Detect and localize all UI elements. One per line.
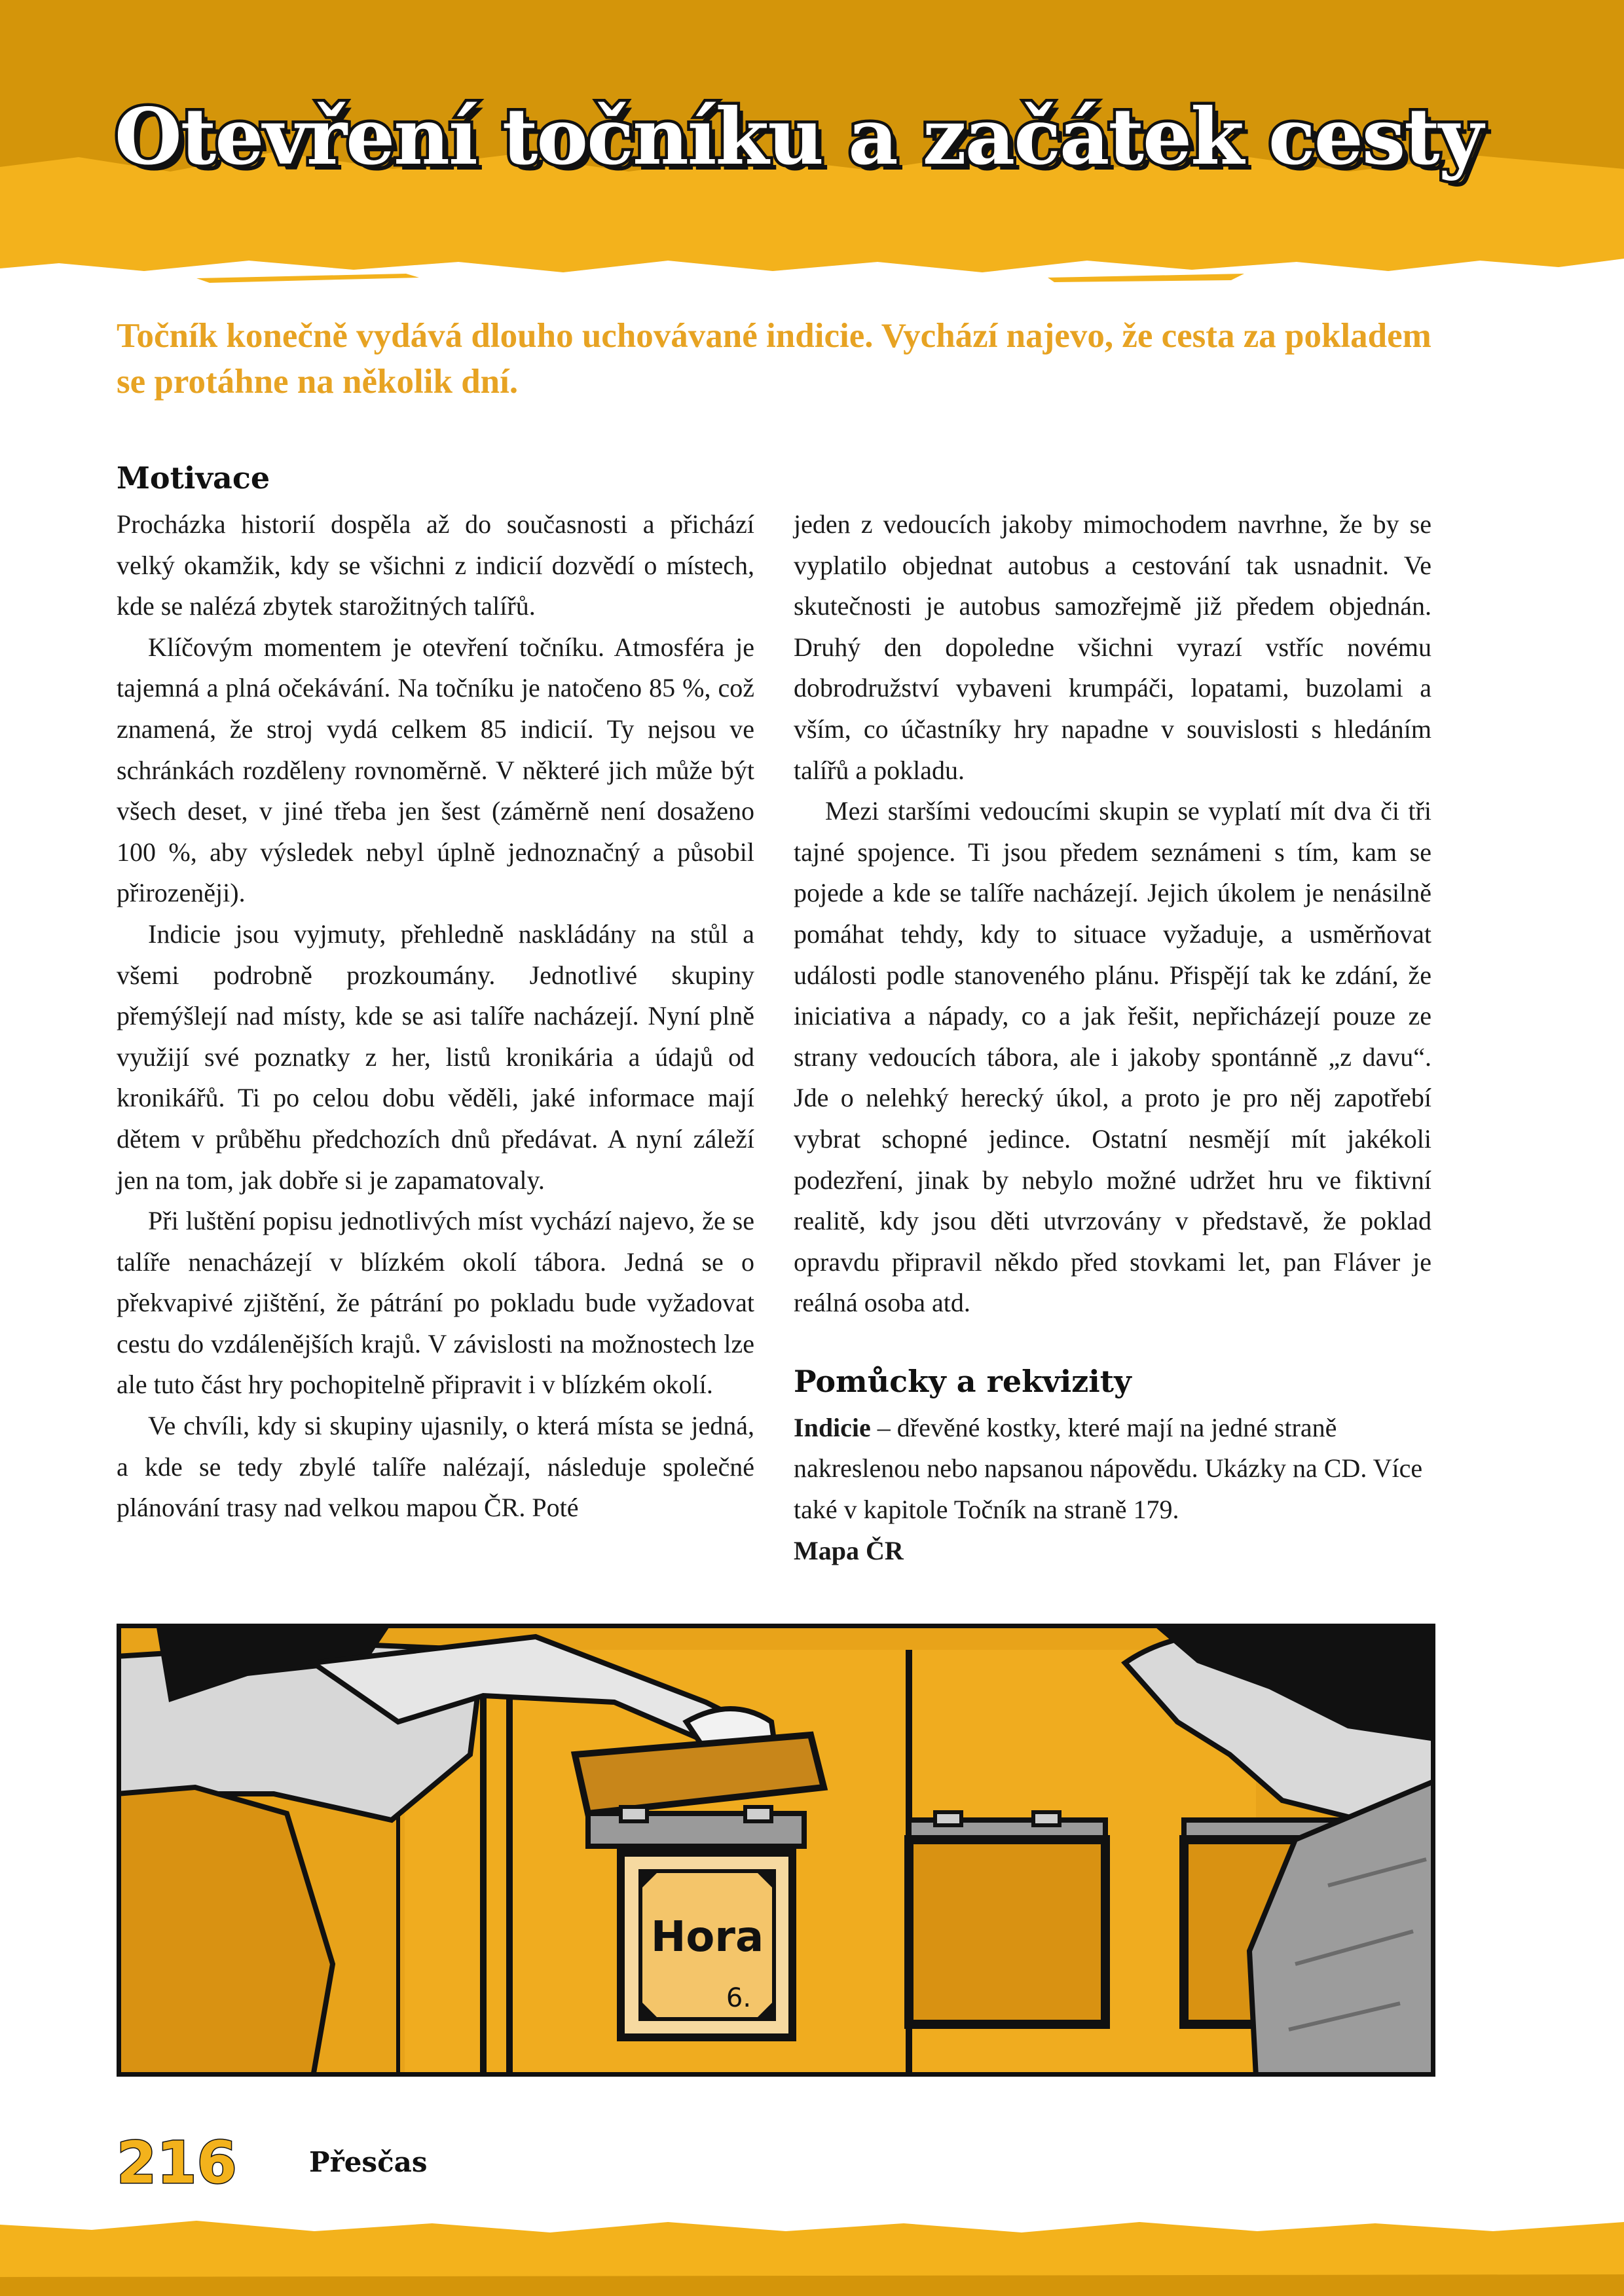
props-item-term: Mapa ČR — [794, 1535, 904, 1565]
props-item-text: – dřevěné kostky, které mají na jedné straně nakreslenou nebo napsanou nápovědu. Ukázky na CD. Více také v kapitole Točník na straně 179. — [794, 1412, 1423, 1525]
props-item — [794, 1408, 1431, 1531]
box-label-number: 6. — [726, 1983, 752, 2013]
comic-illustration — [117, 1624, 1435, 2077]
body-paragraph: Ve chvíli, kdy si skupiny ujasnily, o která místa se jedná, a kde se tedy zbylé talíře nalézají, následuje společné plánování trasy nad velkou mapou ČR. Poté — [117, 1411, 754, 1523]
box-label-word: Hora — [650, 1913, 764, 1961]
left-column — [117, 452, 754, 1529]
footer-banner — [0, 2212, 1624, 2296]
body-paragraph: Indicie jsou vyjmuty, přehledně naskládány na stůl a všemi podrobně prozkoumány. Jednotlivé skupiny přemýšlejí nad místy, kde se asi talíře nacházejí. Nyní plně využijí své poznatky z her, listů kronikária a údajů od kronikářů. Ti po celou dobu věděli, jaké informace mají dětem v průběhu předchozích dnů předávat. A nyní záleží jen na tom, jak dobře si je zapamatovaly. — [117, 919, 754, 1195]
body-paragraph: Procházka historií dospěla až do současnosti a přichází velký okamžik, kdy se všichni z indicií dozvědí o místech, kde se nalézá zbytek starožitných talířů. — [117, 509, 754, 621]
body-paragraph: Mezi staršími vedoucími skupin se vyplatí mít dva či tři tajné spojence. Ti jsou předem seznámeni s tím, kam se pojede a kde se talíře nacházejí. Jejich úkolem je nenásilně pomáhat tehdy, kdy to situace vyžaduje, a usměrňovat události podle stanoveného plánu. Přispějí tak ke zdání, že iniciativa a nápady, co a jak řešit, nepřicházejí pouze ze strany vedoucích tábora, ale i jakoby spontánně „z davu“. Jde o nelehký herecký úkol, a proto je pro něj zapotřebí vybrat schopné jedince. Ostatní nesmějí mít jakékoli podezření, jinak by nebylo možné udržet hru ve fiktivní realitě, kdy jsou děti utvrzovány v představě, že poklad opravdu připravil někdo před stovkami let, pan Fláver je reálná osoba atd. — [794, 796, 1431, 1318]
body-paragraph: jeden z vedoucích jakoby mimochodem navrhne, že by se vyplatilo objednat autobus a cestování tak usnadnit. Ve skutečnosti je autobus samozřejmě již předem objednán. Druhý den dopoledne všichni vyrazí vstříc novému dobrodružství vybaveni krumpáči, lopatami, buzolami a vším, co účastníky hry napadne v souvislosti s hledáním talířů a pokladu. — [794, 509, 1431, 785]
props-item — [794, 1531, 1431, 1572]
body-paragraph: Při luštění popisu jednotlivých míst vychází najevo, že se talíře nenacházejí v blízkém okolí tábora. Jedná se o překvapivé zjištění, že pátrání po pokladu bude vyžadovat cestu do vzdálenějších krajů. V závislosti na možnostech lze ale tuto část hry pochopitelně připravit i v blízkém okolí. — [117, 1206, 754, 1400]
running-head: Přesčas — [309, 2146, 428, 2178]
section-heading-pomucky: Pomůcky a rekvizity — [794, 1363, 1132, 1399]
right-column — [794, 504, 1431, 1571]
section-heading-motivace: Motivace — [117, 460, 270, 496]
page-title: Otevření točníku a začátek cesty — [115, 91, 1483, 182]
body-paragraph: Klíčovým momentem je otevření točníku. Atmosféra je tajemná a plná očekávání. Na točníku je natočeno 85 %, což znamená, že stroj vydá celkem 85 indicií. Ty nejsou ve schránkách rozděleny rovnoměrně. V některé jich může být všech deset, v jiné třeba jen šest (záměrně není dosaženo 100 %, aby výsledek nebyl úplně jednoznačný a působil přirozeněji). — [117, 632, 754, 908]
page-number: 216 — [117, 2129, 237, 2196]
props-item-term: Indicie — [794, 1412, 871, 1442]
lead-paragraph: Točník konečně vydává dlouho uchovávané indicie. Vychází najevo, že cesta za pokladem se protáhne na několik dní. — [117, 317, 1431, 401]
